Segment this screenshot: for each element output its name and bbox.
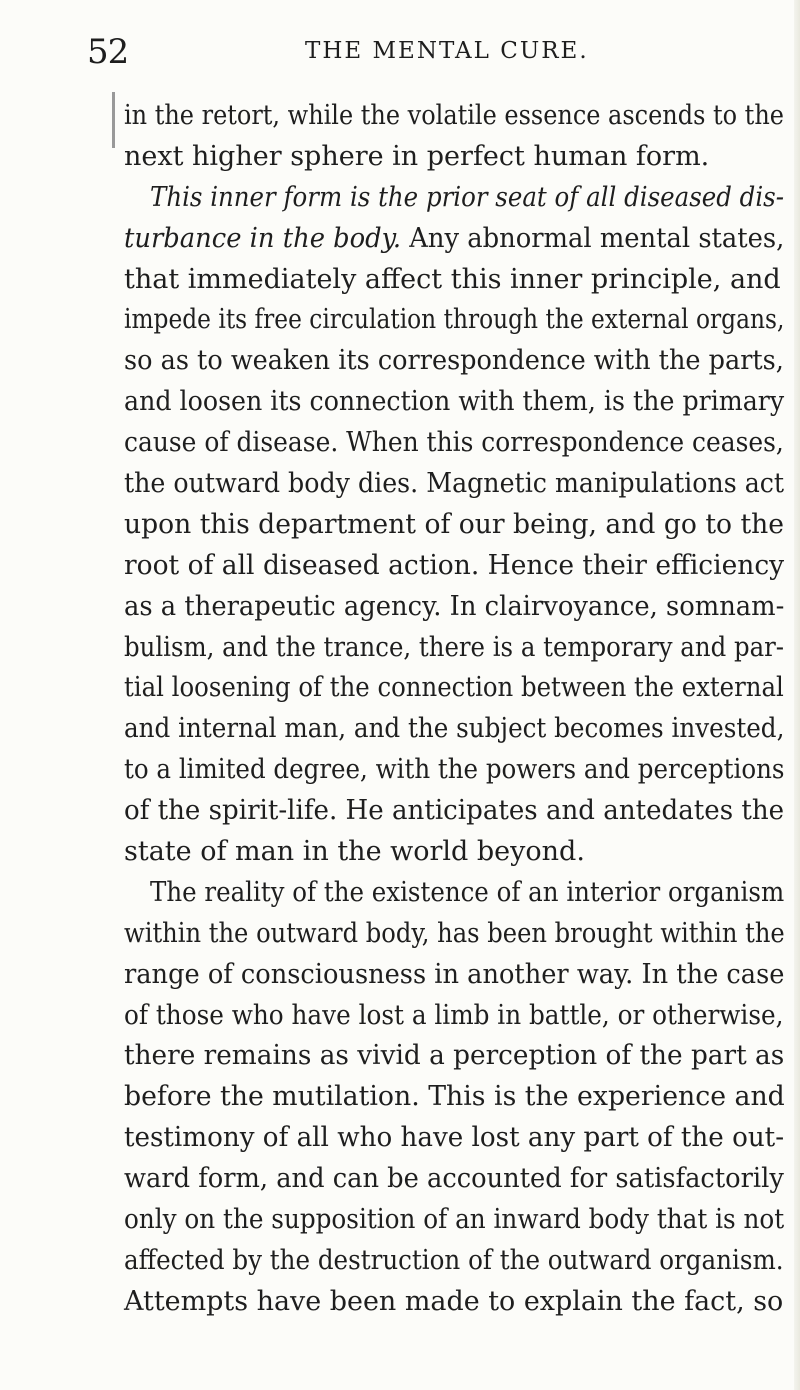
text-line: tial loosening of the connection between the external xyxy=(124,672,784,704)
text-line: and loosen its connection with them, is the primary xyxy=(124,386,785,418)
text-line: affected by the destruction of the outward organism. xyxy=(124,1244,784,1276)
text-line: before the mutilation. This is the experience and xyxy=(124,1081,785,1113)
text-line: in the retort, while the volatile essence ascends to the xyxy=(124,100,784,131)
page-number: 52 xyxy=(87,32,129,72)
text-line: upon this department of our being, and go to the xyxy=(124,508,785,540)
page-header xyxy=(0,24,800,74)
margin-mark xyxy=(112,92,115,148)
text-line: the outward body dies. Magnetic manipulations act xyxy=(124,468,785,500)
text-line: testimony of all who have lost any part of the out- xyxy=(124,1122,785,1154)
text-line: cause of disease. When this correspondence ceases, xyxy=(124,427,784,459)
text-line: so as to weaken its correspondence with the parts, xyxy=(124,345,784,377)
text-line: only on the supposition of an inward body that is not xyxy=(124,1204,785,1236)
text-line: This inner form is the prior seat of all diseased dis- xyxy=(150,181,784,213)
text-line: range of consciousness in another way. In the case xyxy=(124,958,785,990)
text-line: The reality of the existence of an interior organism xyxy=(150,876,785,908)
text-line: root of all diseased action. Hence their efficiency xyxy=(124,549,785,581)
text-line: and internal man, and the subject becomes invested, xyxy=(124,713,785,745)
text-line: turbance in the body. Any abnormal mental states, xyxy=(124,222,785,254)
page-edge xyxy=(794,0,800,1390)
text-line: as a therapeutic agency. In clairvoyance, somnam- xyxy=(124,590,785,622)
text-line: state of man in the world beyond. xyxy=(124,836,585,868)
text-line: impede its free circulation through the external organs, xyxy=(124,304,785,336)
text-line: of the spirit-life. He anticipates and antedates the xyxy=(124,795,785,827)
body-text xyxy=(124,96,784,1323)
text-line: to a limited degree, with the powers and perceptions xyxy=(124,754,785,786)
text-line: ward form, and can be accounted for satisfactorily xyxy=(124,1163,784,1195)
text-line: next higher sphere in perfect human form. xyxy=(124,140,710,172)
text-line: Attempts have been made to explain the fact, so xyxy=(124,1285,784,1317)
text-line: within the outward body, has been brought within the xyxy=(124,917,785,949)
text-line: bulism, and the trance, there is a temporary and par- xyxy=(124,631,785,663)
text-line: that immediately affect this inner principle, and xyxy=(124,263,781,295)
text-line: there remains as vivid a perception of the part as xyxy=(124,1040,785,1072)
text-line: of those who have lost a limb in battle, or otherwise, xyxy=(124,999,784,1031)
running-head: THE MENTAL CURE. xyxy=(305,38,589,64)
